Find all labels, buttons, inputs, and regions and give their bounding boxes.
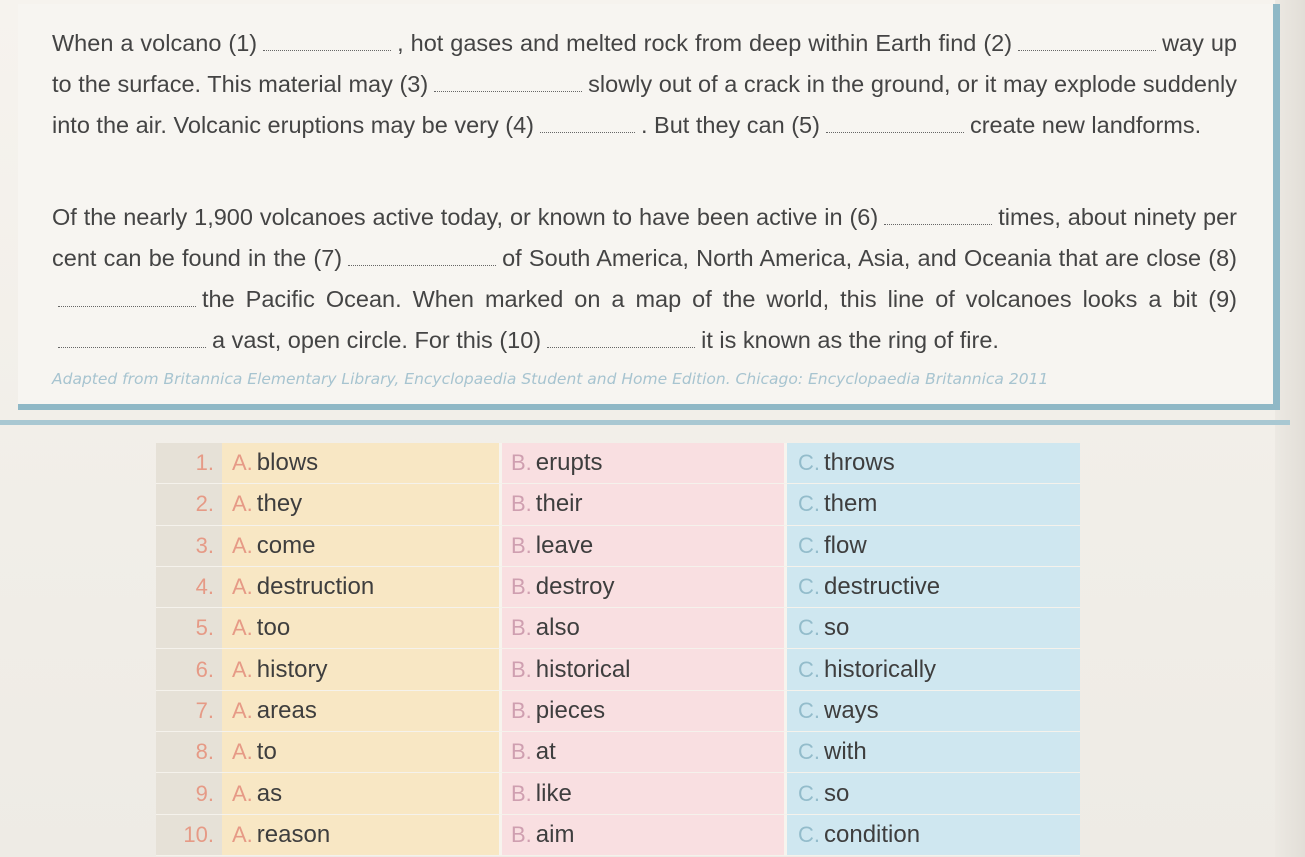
option-word: throws bbox=[824, 449, 895, 477]
question-number: 6. bbox=[156, 649, 222, 689]
option-letter: B. bbox=[511, 615, 532, 641]
option-letter: C. bbox=[798, 574, 820, 600]
paragraph-1-text-6: create new landforms. bbox=[969, 112, 1202, 138]
option-word: erupts bbox=[535, 449, 603, 477]
option-c[interactable] bbox=[787, 567, 1080, 607]
option-letter: B. bbox=[511, 491, 532, 517]
option-word: historical bbox=[535, 655, 631, 683]
option-letter: C. bbox=[798, 656, 820, 682]
question-number: 2. bbox=[156, 484, 222, 524]
paragraph-2-text-2: times, about ninety per cent can be found in the (7) bbox=[52, 204, 1237, 271]
option-word: come bbox=[256, 531, 316, 559]
paragraph-2-text-6: it is known as the ring of fire. bbox=[701, 327, 999, 353]
options-table bbox=[156, 443, 1080, 856]
option-a[interactable] bbox=[222, 484, 502, 524]
passage-box bbox=[18, 4, 1280, 410]
question-number: 7. bbox=[156, 691, 222, 731]
option-a[interactable] bbox=[222, 815, 502, 855]
blank-3 bbox=[434, 75, 582, 92]
paragraph-2-text-3: of South America, North America, Asia, and Oceania that are close (8) bbox=[502, 245, 1237, 271]
option-b[interactable] bbox=[502, 484, 787, 524]
paragraph-1-text-3: way up to the surface. This material may (3) bbox=[52, 30, 1237, 97]
paragraph-1 bbox=[52, 23, 1237, 146]
option-letter: B. bbox=[511, 821, 532, 847]
option-word: their bbox=[535, 490, 583, 518]
blank-10 bbox=[547, 331, 695, 348]
source-citation: Adapted from Britannica Elementary Library, Encyclopaedia Student and Home Edition. Chicago: Encyclopaedia Britannica 2011 bbox=[52, 370, 1049, 388]
blank-7 bbox=[348, 249, 496, 266]
option-letter: B. bbox=[511, 780, 532, 806]
paragraph-2-text-1: Of the nearly 1,900 volcanoes active today, or known to have been active in (6) bbox=[52, 204, 879, 230]
option-row bbox=[156, 567, 1080, 608]
option-b[interactable] bbox=[502, 567, 787, 607]
option-word: historically bbox=[824, 655, 937, 683]
option-letter: A. bbox=[232, 697, 253, 723]
option-letter: C. bbox=[798, 491, 820, 517]
question-number: 8. bbox=[156, 732, 222, 772]
option-a[interactable] bbox=[222, 732, 502, 772]
option-letter: A. bbox=[232, 532, 253, 558]
option-word: pieces bbox=[535, 696, 606, 724]
blank-4 bbox=[540, 116, 635, 133]
option-row bbox=[156, 608, 1080, 649]
option-a[interactable] bbox=[222, 526, 502, 566]
option-word: with bbox=[824, 738, 867, 766]
option-c[interactable] bbox=[787, 649, 1080, 689]
option-c[interactable] bbox=[787, 526, 1080, 566]
option-a[interactable] bbox=[222, 608, 502, 648]
option-word: as bbox=[256, 779, 283, 807]
option-c[interactable] bbox=[787, 815, 1080, 855]
option-a[interactable] bbox=[222, 443, 502, 483]
option-letter: C. bbox=[798, 821, 820, 847]
option-word: areas bbox=[256, 696, 317, 724]
question-number: 1. bbox=[156, 443, 222, 483]
option-row bbox=[156, 484, 1080, 525]
option-c[interactable] bbox=[787, 443, 1080, 483]
option-word: so bbox=[824, 779, 850, 807]
question-number: 3. bbox=[156, 526, 222, 566]
option-letter: A. bbox=[232, 821, 253, 847]
option-letter: B. bbox=[511, 574, 532, 600]
option-letter: B. bbox=[511, 450, 532, 476]
option-word: history bbox=[256, 655, 328, 683]
option-letter: A. bbox=[232, 615, 253, 641]
paragraph-1-text-2: , hot gases and melted rock from deep within Earth find (2) bbox=[397, 30, 1013, 56]
option-letter: A. bbox=[232, 491, 253, 517]
option-row bbox=[156, 443, 1080, 484]
blank-5 bbox=[826, 116, 964, 133]
option-word: they bbox=[256, 490, 303, 518]
option-c[interactable] bbox=[787, 608, 1080, 648]
blank-8 bbox=[58, 290, 196, 307]
option-letter: C. bbox=[798, 739, 820, 765]
option-row bbox=[156, 526, 1080, 567]
option-letter: C. bbox=[798, 697, 820, 723]
option-word: to bbox=[256, 738, 277, 766]
question-number: 4. bbox=[156, 567, 222, 607]
option-letter: C. bbox=[798, 532, 820, 558]
option-word: destruction bbox=[256, 573, 375, 601]
option-word: destructive bbox=[824, 573, 941, 601]
option-b[interactable] bbox=[502, 526, 787, 566]
blank-2 bbox=[1018, 34, 1156, 51]
option-word: reason bbox=[256, 820, 331, 848]
blank-6 bbox=[884, 208, 992, 225]
option-row bbox=[156, 649, 1080, 690]
question-number: 9. bbox=[156, 773, 222, 813]
option-word: at bbox=[535, 738, 556, 766]
option-b[interactable] bbox=[502, 732, 787, 772]
option-word: leave bbox=[535, 531, 594, 559]
option-word: ways bbox=[824, 696, 879, 724]
option-c[interactable] bbox=[787, 691, 1080, 731]
option-b[interactable] bbox=[502, 649, 787, 689]
option-word: destroy bbox=[535, 573, 615, 601]
paragraph-1-text-4: slowly out of a crack in the ground, or it may explode suddenly into the air. Volcanic eruptions may be very (4) bbox=[52, 71, 1238, 138]
option-letter: A. bbox=[232, 574, 253, 600]
paragraph-1-text-5: . But they can (5) bbox=[641, 112, 820, 138]
paragraph-2-text-5: a vast, open circle. For this (10) bbox=[212, 327, 542, 353]
paragraph-1-text-1: When a volcano (1) bbox=[52, 30, 258, 56]
option-word: so bbox=[824, 614, 850, 642]
option-letter: A. bbox=[232, 739, 253, 765]
divider-line bbox=[0, 420, 1290, 425]
option-letter: B. bbox=[511, 739, 532, 765]
option-b[interactable] bbox=[502, 815, 787, 855]
option-word: flow bbox=[824, 531, 867, 559]
option-letter: B. bbox=[511, 656, 532, 682]
option-row bbox=[156, 732, 1080, 773]
option-word: also bbox=[535, 614, 580, 642]
blank-1 bbox=[263, 34, 391, 51]
option-letter: C. bbox=[798, 615, 820, 641]
option-c[interactable] bbox=[787, 484, 1080, 524]
option-a[interactable] bbox=[222, 567, 502, 607]
option-word: aim bbox=[535, 820, 575, 848]
question-number: 10. bbox=[156, 815, 222, 855]
option-word: blows bbox=[256, 449, 319, 477]
blank-9 bbox=[58, 331, 206, 348]
paragraph-2 bbox=[52, 197, 1237, 361]
option-word: like bbox=[535, 779, 572, 807]
option-c[interactable] bbox=[787, 732, 1080, 772]
option-letter: C. bbox=[798, 780, 820, 806]
option-word: them bbox=[824, 490, 878, 518]
paragraph-2-text-4: the Pacific Ocean. When marked on a map of the world, this line of volcanoes looks a bit (9) bbox=[202, 286, 1237, 312]
option-b[interactable] bbox=[502, 608, 787, 648]
option-c[interactable] bbox=[787, 773, 1080, 813]
option-row bbox=[156, 691, 1080, 732]
question-number: 5. bbox=[156, 608, 222, 648]
option-letter: A. bbox=[232, 450, 253, 476]
option-b[interactable] bbox=[502, 691, 787, 731]
option-a[interactable] bbox=[222, 773, 502, 813]
option-word: too bbox=[256, 614, 291, 642]
option-a[interactable] bbox=[222, 649, 502, 689]
option-row bbox=[156, 815, 1080, 856]
option-b[interactable] bbox=[502, 773, 787, 813]
option-b[interactable] bbox=[502, 443, 787, 483]
option-word: condition bbox=[824, 820, 921, 848]
option-letter: B. bbox=[511, 697, 532, 723]
option-a[interactable] bbox=[222, 691, 502, 731]
option-letter: B. bbox=[511, 532, 532, 558]
option-letter: A. bbox=[232, 656, 253, 682]
option-row bbox=[156, 773, 1080, 814]
option-letter: C. bbox=[798, 450, 820, 476]
option-letter: A. bbox=[232, 780, 253, 806]
